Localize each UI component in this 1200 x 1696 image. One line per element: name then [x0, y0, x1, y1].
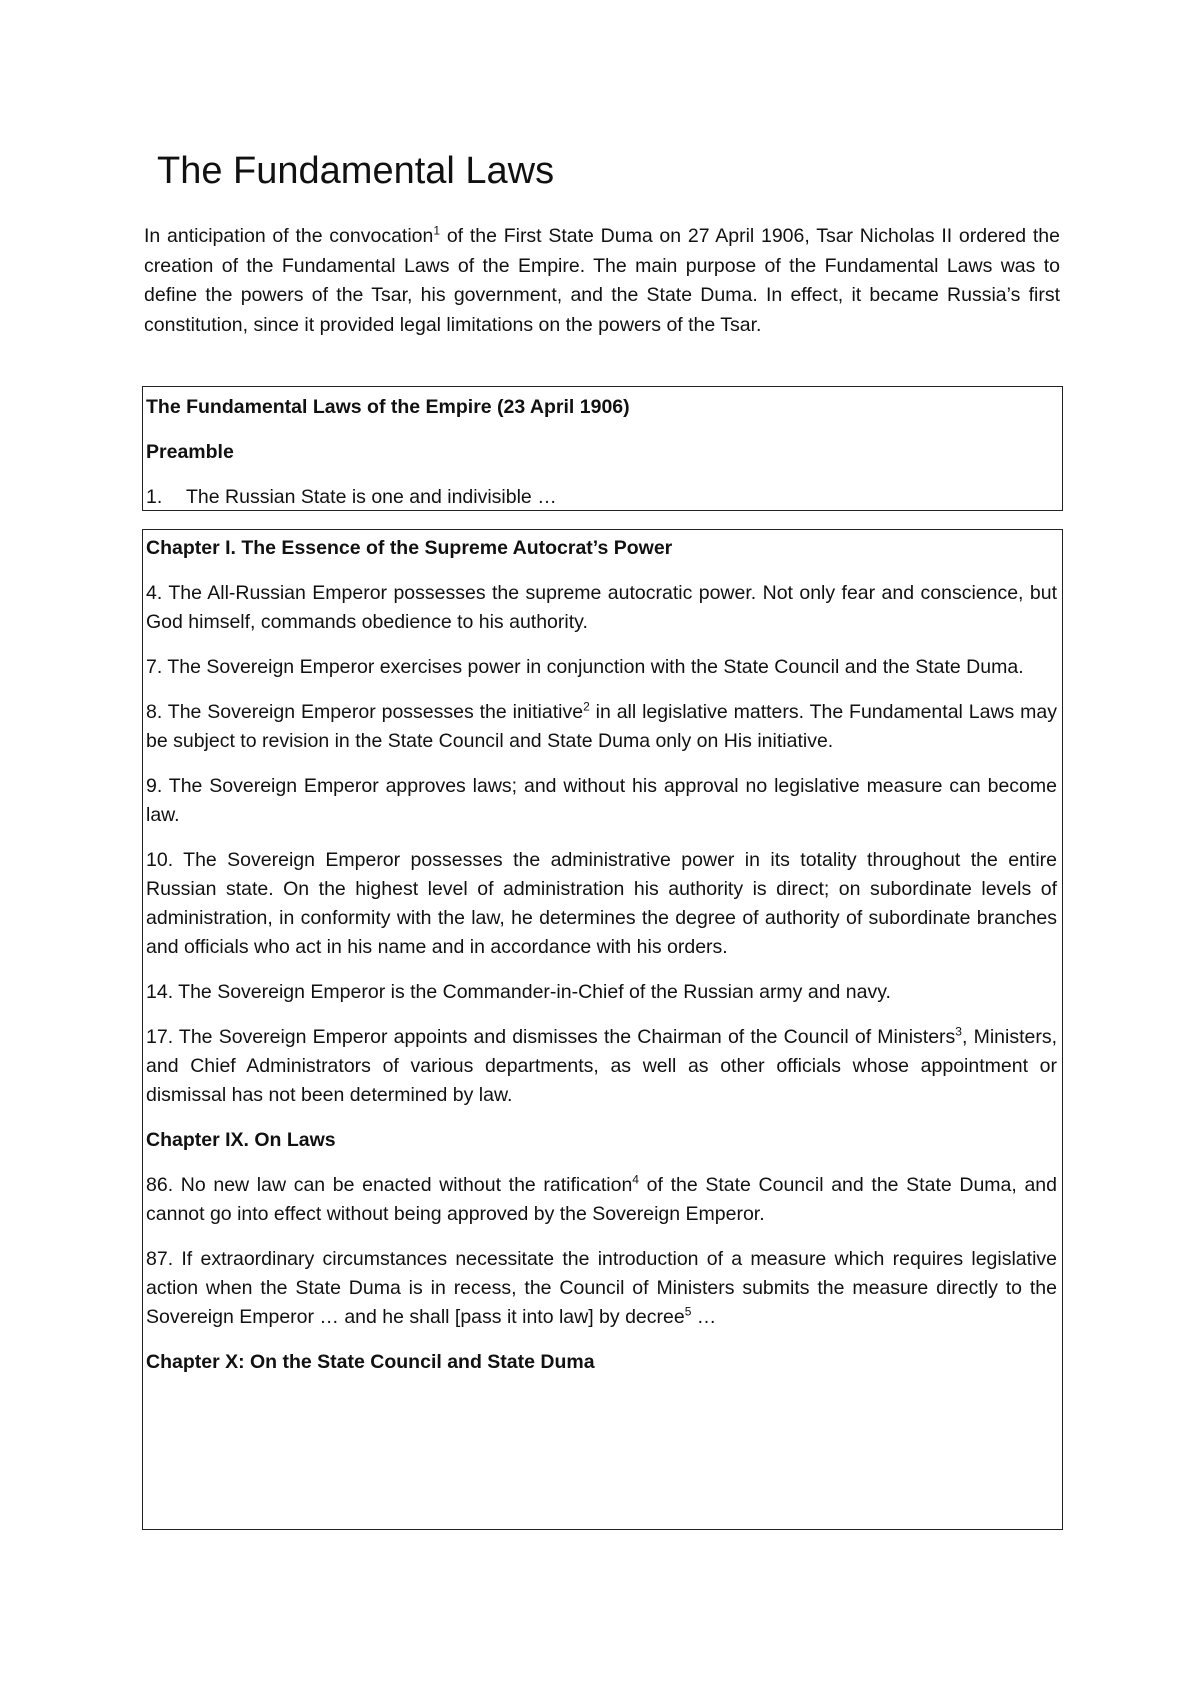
- article-87: [146, 1245, 1057, 1332]
- footnote-ref-2[interactable]: 2: [583, 699, 590, 714]
- chapters-box: [142, 529, 1063, 1530]
- page-title: The Fundamental Laws: [157, 150, 555, 192]
- article-87-text-end: …: [691, 1306, 717, 1328]
- intro-text-start: In anticipation of the convocation: [144, 225, 434, 247]
- chapter-10-heading: Chapter X: On the State Council and State Duma: [146, 1351, 595, 1373]
- footnote-ref-4[interactable]: 4: [632, 1172, 639, 1187]
- document-heading: The Fundamental Laws of the Empire (23 April 1906): [146, 396, 630, 418]
- intro-text-end: of the First State Duma on 27 April 1906, Tsar Nicholas II ordered the creation of the Fundamental Laws of the Empire. The main purpose of the Fundamental Laws was to define the powers of the Tsar, his government, and the State Duma. In effect, it became Russia’s first constitution, since it provided legal limitations on the powers of the Tsar.: [144, 225, 1060, 336]
- article-9: 9. The Sovereign Emperor approves laws; and without his approval no legislative measure can become law.: [146, 775, 1057, 826]
- article-7: 7. The Sovereign Emperor exercises power in conjunction with the State Council and the State Duma.: [146, 656, 1024, 678]
- fundamental-laws-header-box: [142, 386, 1063, 511]
- preamble-article-1: [146, 483, 1057, 512]
- chapter-1-heading: Chapter I. The Essence of the Supreme Autocrat’s Power: [146, 537, 673, 559]
- article-87-text-start: 87. If extraordinary circumstances necessitate the introduction of a measure which requires legislative action when the State Duma is in recess, the Council of Ministers submits the measure directly to the Sovereign Emperor … and he shall [pass it into law] by decree: [146, 1248, 1057, 1328]
- article-14: 14. The Sovereign Emperor is the Commander-in-Chief of the Russian army and navy.: [146, 981, 891, 1003]
- article-17-text-start: 17. The Sovereign Emperor appoints and dismisses the Chairman of the Council of Ministers: [146, 1026, 956, 1048]
- article-86: [146, 1171, 1057, 1229]
- article-17: [146, 1023, 1057, 1110]
- article-8: [146, 698, 1057, 756]
- footnote-ref-3[interactable]: 3: [955, 1024, 962, 1039]
- article-86-text-start: 86. No new law can be enacted without the ratification: [146, 1174, 633, 1196]
- footnote-ref-5[interactable]: 5: [684, 1304, 692, 1319]
- article-8-text-end: in all legislative matters. The Fundamental Laws may be subject to revision in the State Council and State Duma only on His initiative.: [146, 701, 1057, 752]
- article-17-text-end: , Ministers, and Chief Administrators of various departments, as well as other officials whose appointment or dismissal has not been determined by law.: [146, 1026, 1057, 1106]
- article-text: The Russian State is one and indivisible …: [186, 486, 557, 508]
- article-8-text-start: 8. The Sovereign Emperor possesses the initiative: [146, 701, 584, 723]
- preamble-heading: Preamble: [146, 441, 234, 463]
- article-10: 10. The Sovereign Emperor possesses the administrative power in its totality throughout the entire Russian state. On the highest level of administration his authority is direct; on subordinate levels of administration, in conformity with the law, he determines the degree of authority of subordinate branches and officials who act in his name and in accordance with his orders.: [146, 849, 1057, 958]
- footnote-ref-1[interactable]: 1: [433, 223, 441, 238]
- chapter-9-heading: Chapter IX. On Laws: [146, 1129, 336, 1151]
- article-4: 4. The All-Russian Emperor possesses the supreme autocratic power. Not only fear and conscience, but God himself, commands obedience to his authority.: [146, 582, 1057, 633]
- article-86-text-end: of the State Council and the State Duma, and cannot go into effect without being approved by the Sovereign Emperor.: [146, 1174, 1057, 1225]
- intro-paragraph: [144, 222, 1060, 340]
- article-number: 1.: [146, 486, 163, 508]
